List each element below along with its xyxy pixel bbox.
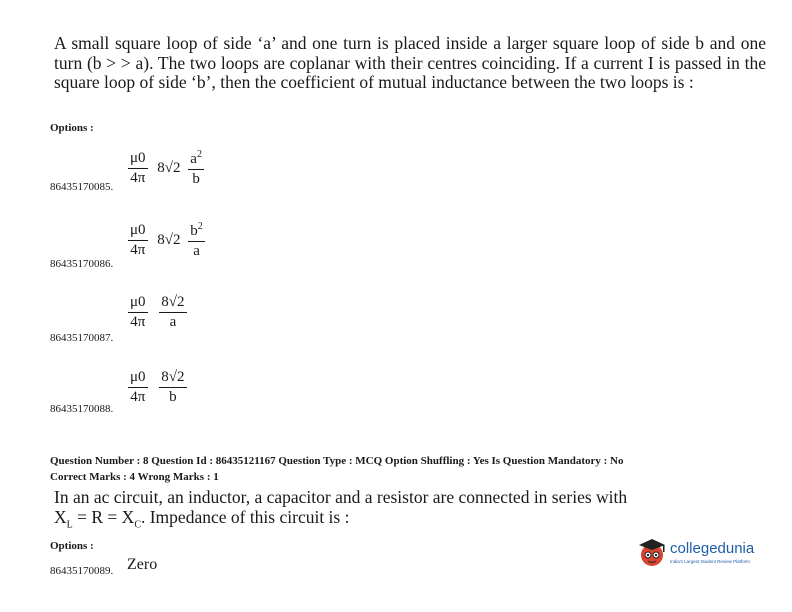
option-formula-1 <box>128 150 204 187</box>
option-id-1[interactable]: 86435170085. <box>50 181 114 193</box>
option-id-4[interactable]: 86435170088. <box>50 403 114 415</box>
coefficient: 8√2 <box>157 231 181 248</box>
collegedunia-logo <box>636 536 766 572</box>
graduate-mascot-icon <box>636 536 668 568</box>
option-formula-2 <box>128 222 205 259</box>
variable-fraction: $\frac{a^2}{b}$ <box>190 149 202 187</box>
coef-fraction: $\frac{8√2}{a}$ <box>161 294 185 330</box>
variable-fraction: $\frac{b^2}{a}$ <box>190 221 203 259</box>
option-formula-4 <box>128 370 187 405</box>
option-id-5[interactable]: 86435170089. <box>50 565 114 577</box>
mu0-over-4pi: $\frac{\mu 0}{4\pi}$ <box>130 294 146 330</box>
coefficient: 8√2 <box>157 159 181 176</box>
mu0-over-4pi: $\frac{\mu 0}{4\pi}$ <box>130 369 146 405</box>
logo-wordmark: collegedunia <box>670 540 755 557</box>
mu0-over-4pi: $\frac{\mu 0}{4\pi}$ <box>130 150 146 186</box>
logo-tagline: India's Largest Student Review Platform <box>670 559 750 564</box>
coef-fraction: $\frac{8√2}{b}$ <box>161 369 185 405</box>
option-text-zero: Zero <box>127 556 158 573</box>
question-8-meta: Question Number : 8 Question Id : 86435121167 Question Type : MCQ Option Shuffling : Yes Is Question Mandatory : No <box>50 455 624 467</box>
option-id-2[interactable]: 86435170086. <box>50 258 114 270</box>
question-8-text: In an ac circuit, an inductor, a capacitor and a resistor are connected in series with $X_L = R = X_C$. Impedance of this circuit is : <box>54 487 628 530</box>
options-label-q7: Options : <box>50 122 94 134</box>
mu0-over-4pi: $\frac{\mu 0}{4\pi}$ <box>130 222 146 258</box>
question-8-marks: Correct Marks : 4 Wrong Marks : 1 <box>50 471 219 483</box>
question-7-text: A small square loop of side ‘a’ and one turn is placed inside a larger square loop of side b and one turn (b > > a). The two loops are coplanar with their centres coinciding. If a current I is passed in the square loop of side ‘b’, then the coefficient of mutual inductance between the two loops is : <box>54 33 766 92</box>
option-id-3[interactable]: 86435170087. <box>50 332 114 344</box>
option-formula-3 <box>128 295 187 330</box>
options-label-q8: Options : <box>50 540 94 552</box>
